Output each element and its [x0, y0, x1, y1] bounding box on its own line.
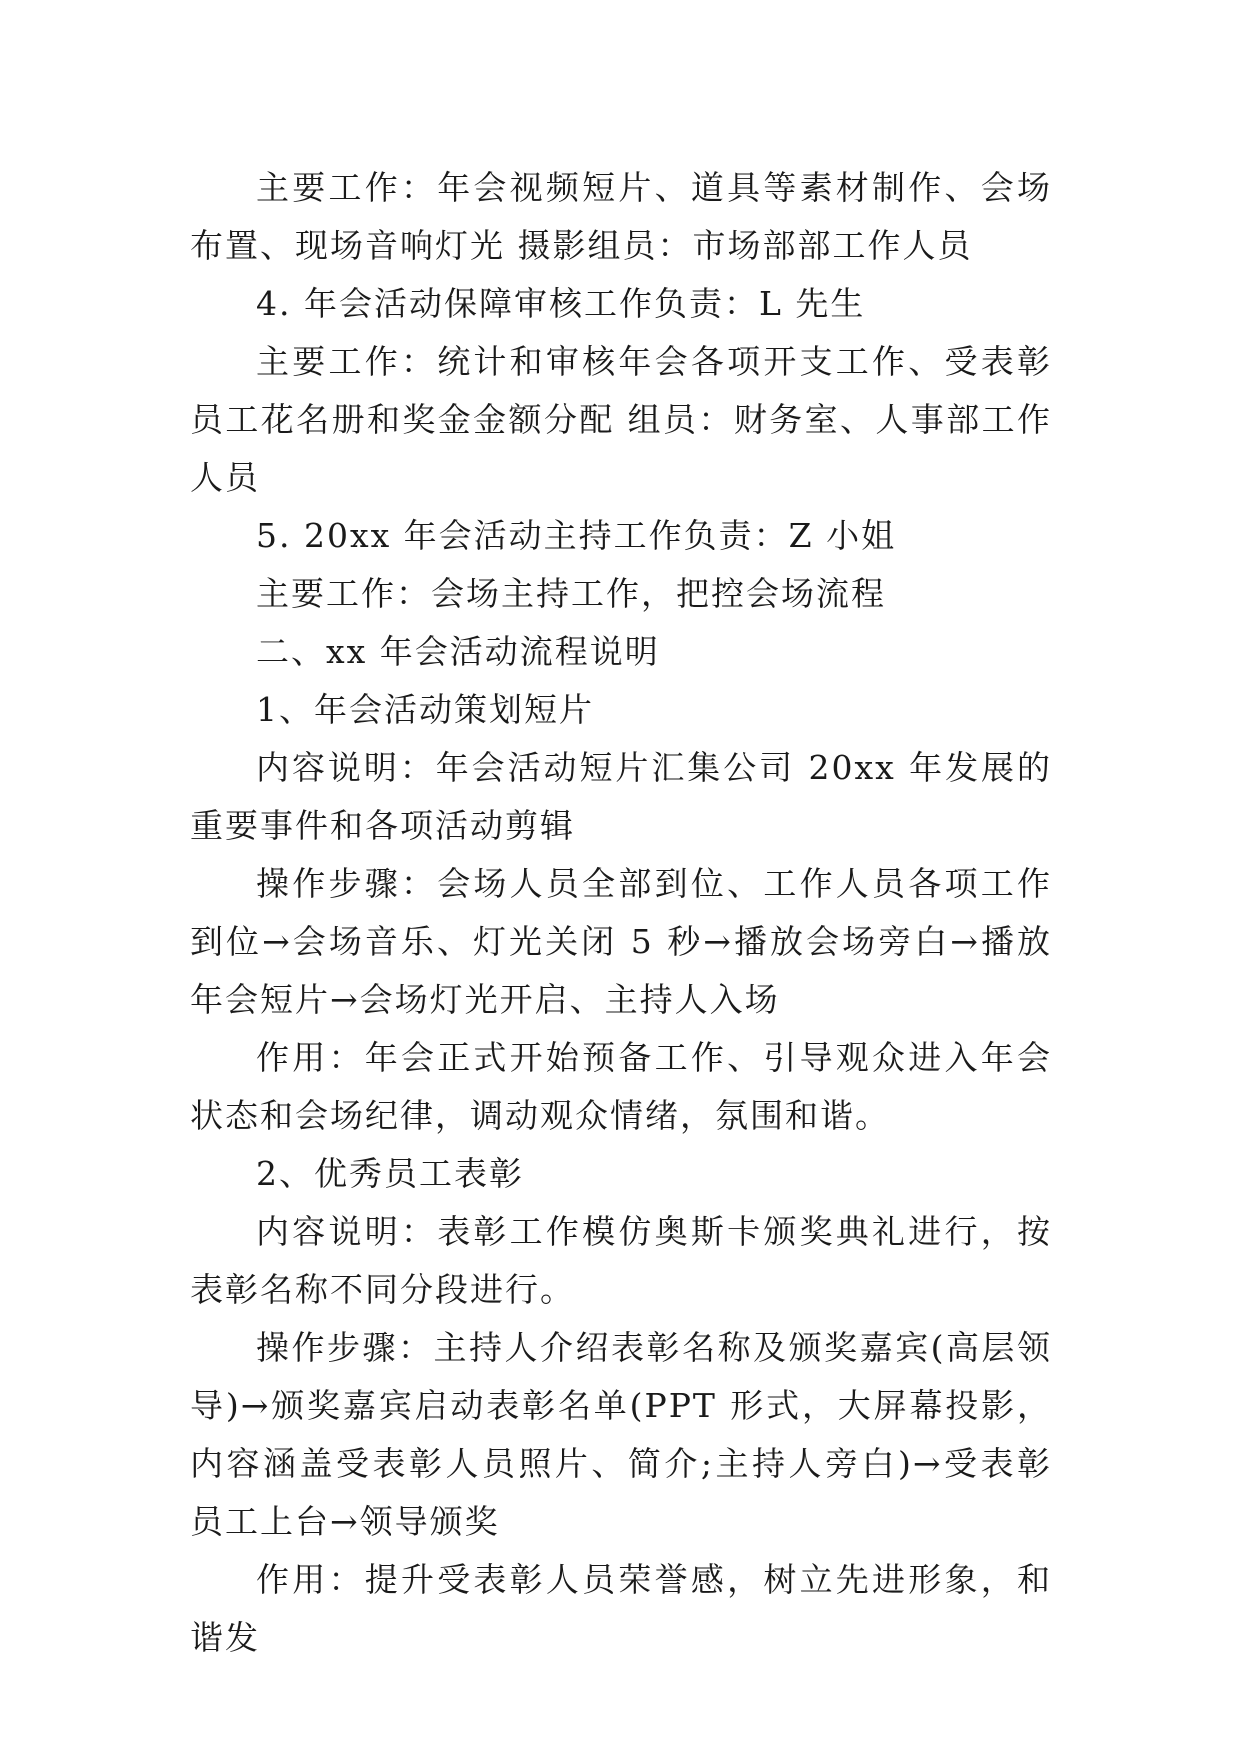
paragraph-main-work-video: 主要工作：年会视频短片、道具等素材制作、会场布置、现场音响灯光 摄影组员：市场部部工作人员	[190, 168, 1052, 265]
paragraph-content-description-2: 内容说明：表彰工作模仿奥斯卡颁奖典礼进行，按表彰名称不同分段进行。	[190, 1212, 1052, 1309]
paragraph-item-5-heading: 5. 20xx 年会活动主持工作负责：Z 小姐	[256, 516, 897, 555]
section-heading-process: 二、xx 年会活动流程说明	[256, 632, 660, 671]
paragraph-effect-1: 作用：年会正式开始预备工作、引导观众进入年会状态和会场纪律，调动观众情绪，氛围和谐。	[190, 1038, 1052, 1135]
paragraph-item-4-heading: 4. 年会活动保障审核工作负责：L 先生	[256, 284, 866, 323]
paragraph-content-description-1: 内容说明：年会活动短片汇集公司 20xx 年发展的重要事件和各项活动剪辑	[190, 748, 1052, 845]
paragraph-effect-2: 作用：提升受表彰人员荣誉感，树立先进形象，和谐发	[190, 1560, 1052, 1657]
subsection-heading-awards: 2、优秀员工表彰	[256, 1154, 524, 1193]
paragraph-operation-steps-1: 操作步骤：会场人员全部到位、工作人员各项工作到位→会场音乐、灯光关闭 5 秒→播放会场旁白→播放年会短片→会场灯光开启、主持人入场	[190, 864, 1052, 1019]
paragraph-operation-steps-2: 操作步骤：主持人介绍表彰名称及颁奖嘉宾(高层领导)→颁奖嘉宾启动表彰名单(PPT 形式，大屏幕投影，内容涵盖受表彰人员照片、简介;主持人旁白)→受表彰员工上台→领导颁奖	[190, 1328, 1052, 1541]
paragraph-main-work-host: 主要工作：会场主持工作，把控会场流程	[256, 574, 886, 613]
document-body	[190, 159, 1052, 1667]
paragraph-main-work-audit: 主要工作：统计和审核年会各项开支工作、受表彰员工花名册和奖金金额分配 组员：财务室、人事部工作人员	[190, 342, 1052, 497]
subsection-heading-short-film: 1、年会活动策划短片	[256, 690, 594, 729]
